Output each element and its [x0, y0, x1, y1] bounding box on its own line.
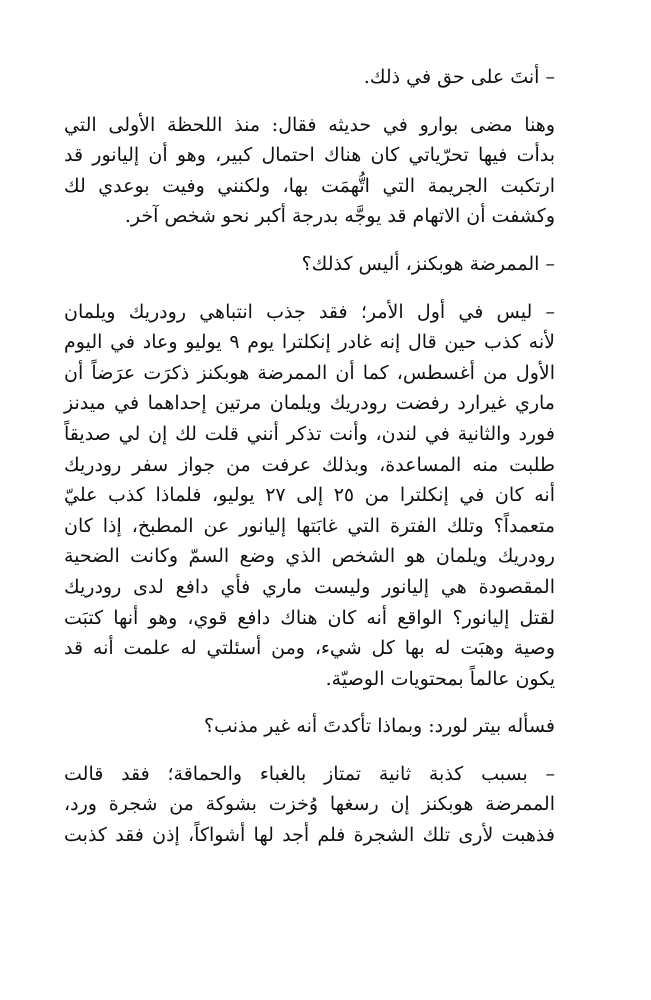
text-line: – ليس في أول الأمر؛ فقد جذب انتباهي رودريك ويلمان — [64, 300, 555, 323]
text-line: – الممرضة هوبكنز، أليس كذلك؟ — [301, 252, 555, 275]
text-line: طلبت منه المساعدة، وبذلك عرفت من جواز سفر رودريك — [64, 453, 555, 476]
text-line: وكشفت أن الاتهام قد يوجَّه بدرجة أكبر نحو شخص آخر. — [124, 205, 555, 228]
text-line: فذهبت لأرى تلك الشجرة فلم أجد لها أشواكاً، إذن فقد كذبت — [64, 824, 555, 847]
text-line: – بسبب كذبة ثانية تمتاز بالغباء والحماقة؛ فقد قالت — [64, 762, 555, 785]
text-line: متعمداً؟ وتلك الفترة التي غابَتها إليانور عن المطبخ، إذا كان — [64, 514, 555, 537]
text-line: رودريك ويلمان هو الشخص الذي وضع السمّ وكانت الضحية — [64, 545, 555, 568]
paragraph-poirot-explains — [64, 110, 577, 232]
text-line: وهنا مضى بوارو في حديثه فقال: منذ اللحظة الأولى التي — [64, 113, 555, 136]
text-line: ماري غيرارد رفضت رودريك ويلمان مرتين إحداهما في ميدنز — [64, 392, 555, 415]
text-line: الممرضة هوبكنز إن رسغها وُخزت بشوكة من شجرة ورد، — [64, 793, 555, 816]
text-line: – أنتَ على حق في ذلك. — [363, 66, 555, 88]
text-line: بدأت فيها تحرّياتي كان هناك احتمال كبير، وهو أن إليانور قد — [64, 144, 555, 167]
paragraph-dialogue-2 — [64, 249, 577, 280]
paragraph-peter-lord-question — [64, 711, 577, 742]
text-line: الأول من أغسطس، كما أن الممرضة هوبكنز ذكرَت عرَضاً أن — [64, 361, 555, 384]
paragraph-roderick — [64, 297, 577, 695]
paragraph-second-lie — [64, 759, 577, 851]
text-line: ارتكبت الجريمة التي اتُّهمَت بها، ولكنني وفيت بوعدي لك — [64, 174, 555, 197]
text-line: فسأله بيتر لورد: وبماذا تأكدتَ أنه غير مذنب؟ — [204, 715, 555, 738]
text-line: وصية وهبَت له بها كل شيء، ومن أسئلتي له علمت أنه قد — [64, 637, 555, 660]
paragraph-dialogue-1 — [64, 62, 577, 93]
text-line: يكون عالماً بمحتويات الوصيّة. — [325, 667, 555, 690]
text-line: المقصودة هي إليانور وليست ماري فأي دافع لدى رودريك — [64, 575, 555, 598]
text-line: لقتل إليانور؟ الواقع أنه كان هناك دافع قوي، وهو أنها كتبَت — [64, 606, 555, 629]
text-line: فورد والثانية في لندن، وأنت تذكر أنني قلت لك إن لي صديقاً — [64, 422, 555, 445]
text-line: لأنه كذب حين قال إنه غادر إنكلترا يوم ٩ يوليو وعاد في اليوم — [64, 331, 555, 354]
text-line: أنه كان في إنكلترا من ٢٥ إلى ٢٧ يوليو، فلماذا كذب عليّ — [64, 484, 555, 507]
